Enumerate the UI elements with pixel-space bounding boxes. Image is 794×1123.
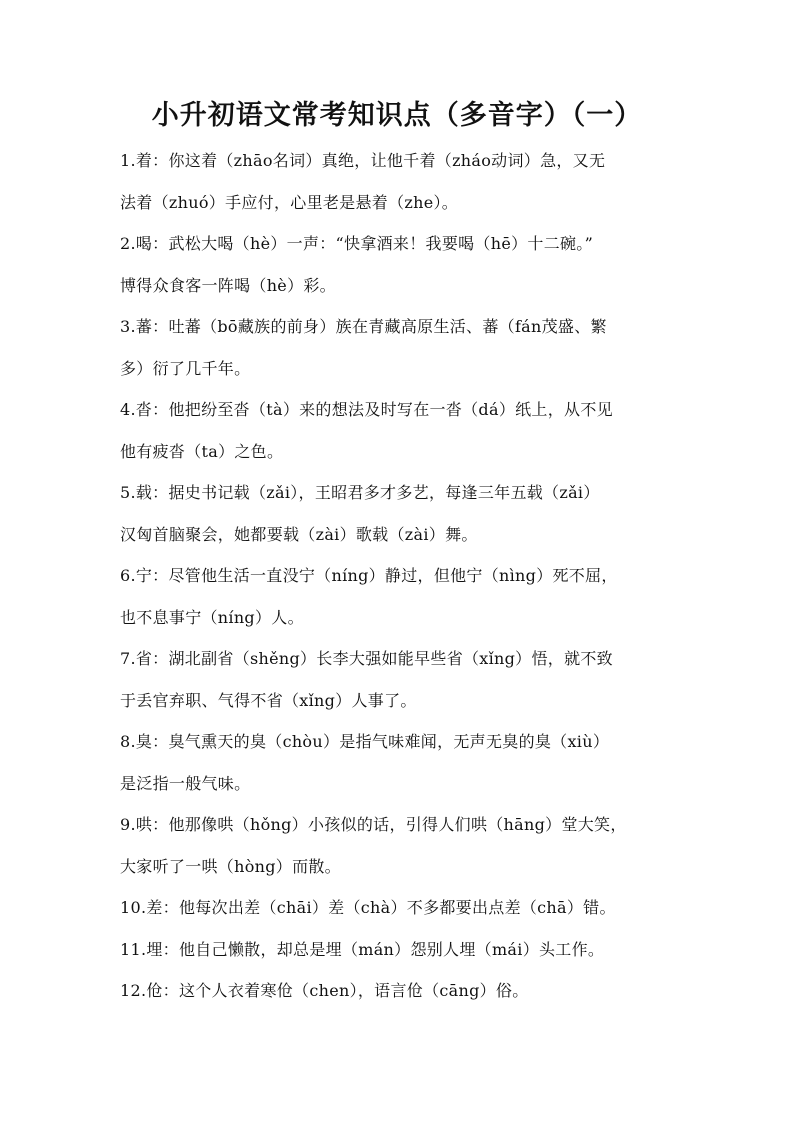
knowledge-point-list	[120, 146, 680, 1018]
item-7-line-1: 7.省：湖北副省（shěng）长李大强如能早些省（xǐng）悟，就不致	[120, 649, 613, 668]
item-9-line-2: 大家听了一哄（hòng）而散。	[120, 856, 341, 876]
item-4-line-1: 4.沓：他把纷至沓（tà）来的想法及时写在一沓（dá）纸上，从不见	[120, 400, 613, 419]
list-item-3	[120, 312, 680, 395]
item-8-line-1: 8.臭：臭气熏天的臭（chòu）是指气味难闻，无声无臭的臭（xiù）	[120, 732, 610, 751]
item-6-line-1: 6.宁：尽管他生活一直没宁（níng）静过，但他宁（nìng）死不屈，	[120, 566, 618, 585]
list-item-2	[120, 229, 680, 312]
list-item-11	[120, 935, 680, 977]
item-1-line-1: 1.着：你这着（zhāo名词）真绝，让他千着（zháo动词）急，又无	[120, 151, 606, 170]
item-4-line-2: 他有疲沓（ta）之色。	[120, 441, 284, 461]
item-9-line-1: 9.哄：他那像哄（hǒng）小孩似的话，引得人们哄（hāng）堂大笑，	[120, 815, 627, 834]
list-item-4	[120, 395, 680, 478]
item-12-line-1: 12.伧：这个人衣着寒伧（chen），语言伧（cāng）俗。	[120, 981, 529, 1000]
list-item-9	[120, 810, 680, 893]
item-3-line-2: 多）衍了几千年。	[120, 358, 251, 378]
item-8-line-2: 是泛指一般气味。	[120, 773, 251, 793]
item-5-line-1: 5.载：据史书记载（zǎi），王昭君多才多艺，每逢三年五载（zǎi）	[120, 483, 600, 502]
document-title: 小升初语文常考知识点（多音字）（一）	[151, 100, 643, 131]
list-item-12	[120, 976, 680, 1018]
item-11-line-1: 11.埋：他自己懒散，却总是埋（mán）怨别人埋（mái）头工作。	[120, 939, 605, 959]
item-5-line-2: 汉匈首脑聚会，她都要载（zài）歌载（zài）舞。	[120, 524, 478, 544]
list-item-5	[120, 478, 680, 561]
item-10-line-1: 10.差：他每次出差（chāi）差（chà）不多都要出点差（chā）错。	[120, 898, 616, 917]
item-6-line-2: 也不息事宁（níng）人。	[120, 607, 304, 627]
list-item-6	[120, 561, 680, 644]
item-1-line-2: 法着（zhuó）手应付，心里老是悬着（zhe）。	[120, 192, 459, 212]
item-2-line-2: 博得众食客一阵喝（hè）彩。	[120, 275, 336, 295]
list-item-1	[120, 146, 680, 229]
item-2-line-1: 2.喝：武松大喝（hè）一声：“快拿酒来！我要喝（hē）十二碗。”	[120, 234, 594, 253]
list-item-8	[120, 727, 680, 810]
list-item-10	[120, 893, 680, 935]
item-7-line-2: 于丢官弃职、气得不省（xǐng）人事了。	[120, 690, 417, 710]
item-3-line-1: 3.蕃：吐蕃（bō藏族的前身）族在青藏高原生活、蕃（fán茂盛、繁	[120, 317, 607, 336]
list-item-7	[120, 644, 680, 727]
